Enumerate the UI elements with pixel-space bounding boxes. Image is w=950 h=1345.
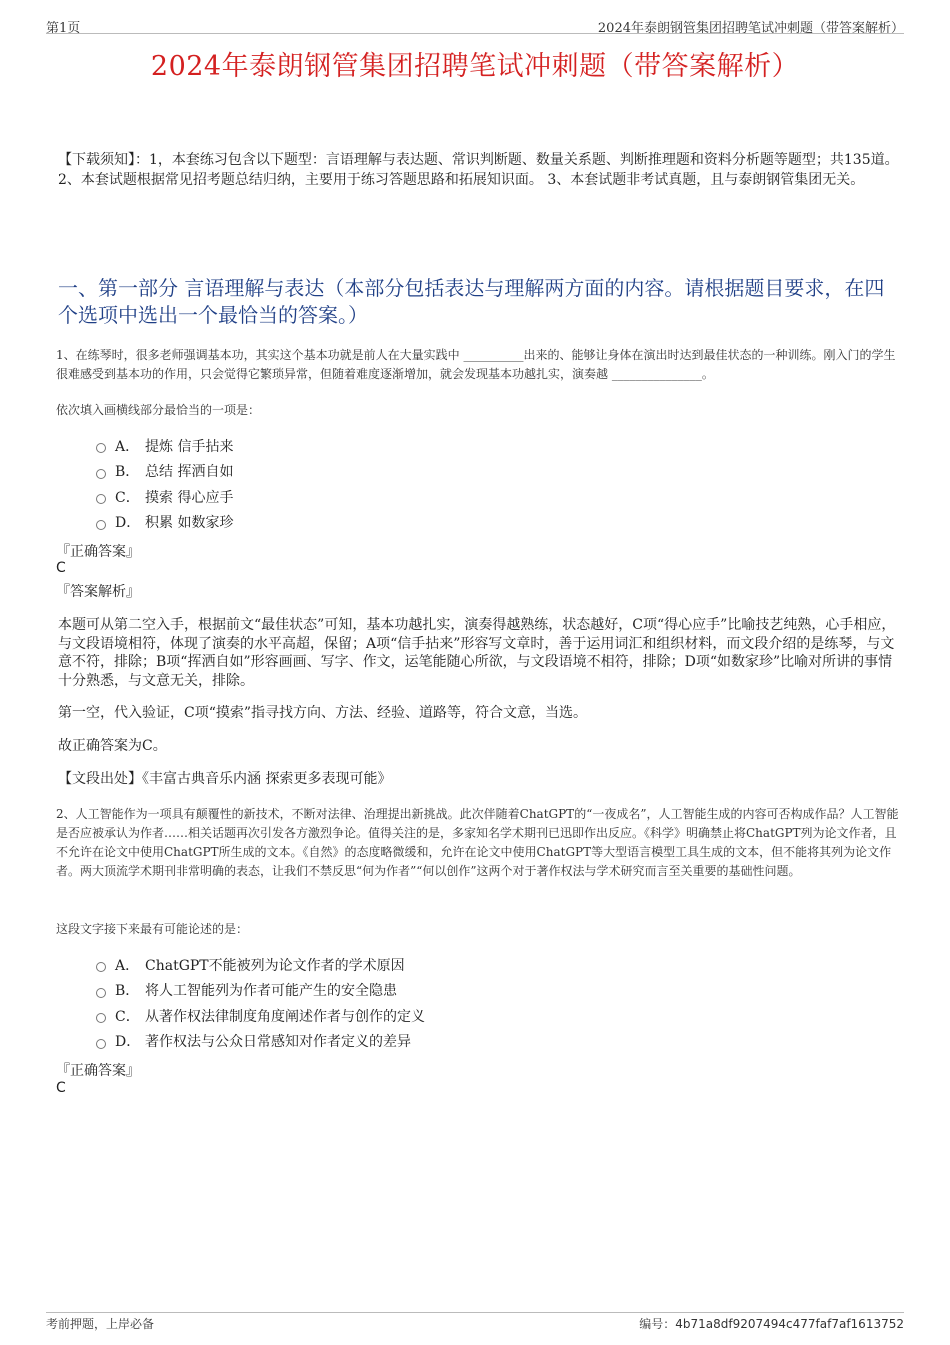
option-text: 提炼 信手拈来 xyxy=(145,438,234,455)
question-1-prompt: 依次填入画横线部分最恰当的一项是： xyxy=(56,403,261,417)
option-letter: C． xyxy=(115,1008,140,1025)
question-2-answer-label: 『正确答案』 xyxy=(56,1063,140,1079)
document-title: 2024年泰朗钢管集团招聘笔试冲刺题（带答案解析） xyxy=(150,51,800,82)
radio-icon[interactable] xyxy=(96,1013,106,1023)
option-text: 积累 如数家珍 xyxy=(145,515,234,532)
question-2-option-b[interactable] xyxy=(96,978,425,1004)
option-text: 将人工智能列为作者可能产生的安全隐患 xyxy=(145,983,397,1000)
question-1-text: 1、在练琴时，很多老师强调基本功，其实这个基本功就是前人在大量实践中 __________出来的、能够让身体在演出时达到最佳状态的一种训练。刚入门的学生很难感受到基本功的作用，只会觉得它繁琐异常，但随着难度逐渐增加，就会发现基本功越扎实，演奏越 _______________。 xyxy=(56,348,896,381)
question-1-option-d[interactable] xyxy=(96,510,233,536)
footer-divider xyxy=(46,1312,904,1313)
question-2-options xyxy=(96,952,425,1054)
question-1-analysis-3: 故正确答案为C。 xyxy=(58,738,167,754)
radio-icon[interactable] xyxy=(96,443,106,453)
question-2-text: 2、人工智能作为一项具有颠覆性的新技术，不断对法律、治理提出新挑战。此次伴随着ChatGPT的“一夜成名”，人工智能生成的内容可否构成作品？人工智能是否应被承认为作者……相关话题再次引发各方激烈争论。值得关注的是，多家知名学术期刊已迅即作出反应。《科学》明确禁止将ChatGPT列为论文作者，且不允许在论文中使用ChatGPT所生成的文本。《自然》的态度略微缓和，允许在论文中使用ChatGPT等大型语言模型工具生成的文本，但不能将其列为论文作者。两大顶流学术期刊非常明确的表态，让我们不禁反思“何为作者”“何以创作”这两个对于著作权法与学术研究而言至关重要的基础性问题。 xyxy=(56,807,899,878)
section-title: 一、第一部分 言语理解与表达（本部分包括表达与理解两方面的内容。请根据题目要求，在四个选项中选出一个最恰当的答案。） xyxy=(58,276,885,327)
question-1-options xyxy=(96,433,233,535)
option-text: 从著作权法律制度角度阐述作者与创作的定义 xyxy=(145,1008,425,1025)
question-1-answer-label: 『正确答案』 xyxy=(56,544,140,560)
radio-icon[interactable] xyxy=(96,494,106,504)
option-letter: B． xyxy=(115,464,140,481)
question-1-answer: C xyxy=(56,560,66,576)
header-divider xyxy=(46,33,904,34)
option-text: 著作权法与公众日常感知对作者定义的差异 xyxy=(145,1034,411,1051)
question-2-option-d[interactable] xyxy=(96,1029,425,1055)
question-1-analysis-2: 第一空，代入验证，C项“摸索”指寻找方向、方法、经验、道路等，符合文意，当选。 xyxy=(58,705,588,721)
question-1-analysis-label: 『答案解析』 xyxy=(56,584,140,600)
radio-icon[interactable] xyxy=(96,520,106,530)
question-1-option-b[interactable] xyxy=(96,459,233,485)
page-number: 第1页 xyxy=(46,21,81,36)
option-text: 总结 挥洒自如 xyxy=(145,464,234,481)
option-text: 摸索 得心应手 xyxy=(145,489,234,506)
footer-code-label: 编号： xyxy=(639,1317,676,1331)
question-1-option-c[interactable] xyxy=(96,484,233,510)
radio-icon[interactable] xyxy=(96,1039,106,1049)
footer-code-value: 4b71a8df9207494c477faf7af1613752 xyxy=(675,1317,904,1331)
radio-icon[interactable] xyxy=(96,962,106,972)
radio-icon[interactable] xyxy=(96,469,106,479)
question-2-answer: C xyxy=(56,1080,66,1096)
option-letter: D． xyxy=(115,515,141,532)
question-2-prompt: 这段文字接下来最有可能论述的是： xyxy=(56,922,249,936)
question-2-option-c[interactable] xyxy=(96,1003,425,1029)
footer-slogan: 考前押题，上岸必备 xyxy=(46,1317,155,1331)
option-letter: A． xyxy=(115,957,140,974)
footer-code xyxy=(639,1315,904,1332)
question-2-option-a[interactable] xyxy=(96,952,425,978)
question-1-option-a[interactable] xyxy=(96,433,233,459)
question-1-analysis-1: 本题可从第二空入手，根据前文“最佳状态”可知，基本功越扎实，演奏得越熟练，状态越好，C项“得心应手”比喻技艺纯熟，心手相应，与文段语境相符，体现了演奏的水平高超，保留；A项“信手拈来”形容写文章时，善于运用词汇和组织材料，而文段介绍的是练琴，与文意不符，排除；B项“挥洒自如”形容画画、写字、作文，运笔能随心所欲，与文段语境不相符，排除；D项“如数家珍”比喻对所讲的事情十分熟悉，与文意无关，排除。 xyxy=(58,617,896,689)
option-letter: A． xyxy=(115,438,140,455)
header-doc-title: 2024年泰朗钢管集团招聘笔试冲刺题（带答案解析） xyxy=(597,21,904,36)
option-text: ChatGPT不能被列为论文作者的学术原因 xyxy=(145,957,405,974)
option-letter: C． xyxy=(115,489,140,506)
question-1-source: 【文段出处】《丰富古典音乐内涵 探索更多表现可能》 xyxy=(58,771,392,787)
radio-icon[interactable] xyxy=(96,988,106,998)
option-letter: D． xyxy=(115,1034,141,1051)
option-letter: B． xyxy=(115,983,140,1000)
download-notice: 【下载须知】：1，本套练习包含以下题型：言语理解与表达题、常识判断题、数量关系题、判断推理题和资料分析题等题型；共135道。 2、本套试题根据常见招考题总结归纳，主要用于练习答题思路和拓展知识面。 3、本套试题非考试真题，且与泰朗钢管集团无关。 xyxy=(58,152,899,188)
